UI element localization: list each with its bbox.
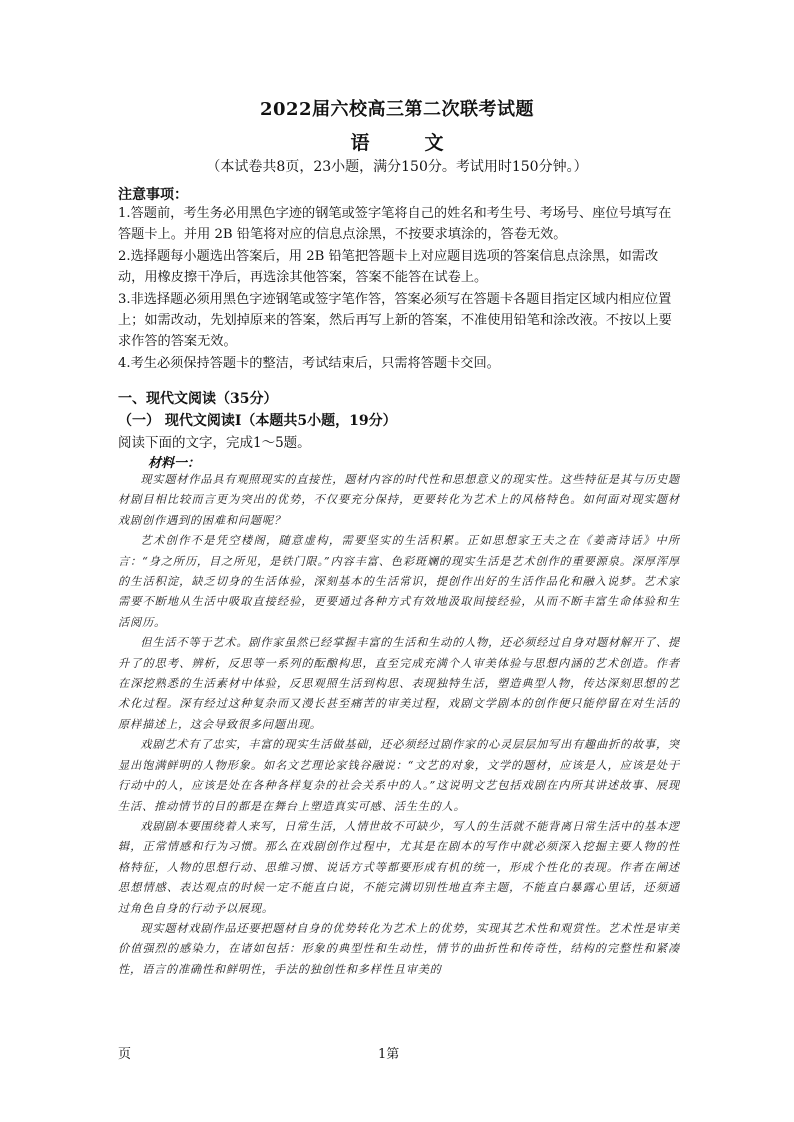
passage-paragraph: 现实题材戏剧作品还要把题材自身的优势转化为艺术上的优势，实现其艺术性和观赏性。艺术性是审美价值强烈的感染力，在诸如包括：形象的典型性和生动性，情节的曲折性和传奇性，结构的完整性和紧凑性，语言的准确性和鲜明性，手法的独创性和多样性且审美的 bbox=[118, 921, 680, 976]
passage-paragraph: 但生活不等于艺术。剧作家虽然已经掌握丰富的生活和生动的人物，还必须经过自身对题材解开了、提升了的思考、辨析，反思等一系列的酝酿构思，直至完成充满个人审美体验与思想内涵的艺术创造。作者在深挖熟悉的生活素材中体验，反思观照生活到构思、表现独特生活，塑造典型人物，传达深刻思想的艺术化过程。深有经过这种复杂而又漫长甚至痛苦的审美过程，戏剧文学剧本的创作便只能停留在对生活的原样描述上，这会导致很多问题出现。 bbox=[118, 636, 680, 731]
passage-paragraph: 艺术创作不是凭空楼阁，随意虚构，需要坚实的生活积累。正如思想家王夫之在《姜斋诗话》中所言：“身之所历，目之所见，是铁门限。”内容丰富、色彩斑斓的现实生活是艺术创作的重要源泉。深厚浑厚的生活积淀，缺乏切身的生活体验，深刻基本的生活常识，提创作出好的生活作品化和融入说梦。艺术家需要不断地从生活中吸取直接经验，更要通过各种方式有效地汲取间接经验，从而不断丰富生命体验和生活阅历。 bbox=[118, 534, 680, 629]
sub-section-title: （一） 现代文阅读Ⅰ（本题共5小题，19分） bbox=[118, 413, 397, 429]
exam-title: 2022届六校高三第二次联考试题 bbox=[259, 99, 535, 120]
reading-instruction: 阅读下面的文字，完成1～5题。 bbox=[118, 435, 311, 451]
exam-meta: （本试卷共8页，23小题，满分150分。考试用时150分钟。） bbox=[206, 159, 588, 175]
notes-heading: 注意事项： bbox=[118, 187, 188, 203]
note-item: 2.选择题每小题选出答案后，用 2B 铅笔把答题卡上对应题目选项的答案信息点涂黑，如需改动，用橡皮擦干净后，再选涂其他答案，答案不能答在试卷上。 bbox=[118, 248, 659, 286]
note-item: 4.考生必须保持答题卡的整洁，考试结束后，只需将答题卡交回。 bbox=[118, 355, 500, 371]
reading-passage bbox=[118, 470, 680, 1010]
subject-heading: 语 文 bbox=[350, 132, 462, 154]
notes-list bbox=[118, 203, 678, 374]
passage-paragraph: 戏剧艺术有了忠实，丰富的现实生活做基础，还必须经过剧作家的心灵层层加写出有趣曲折的故事，突显出饱满鲜明的人物形象。如名文艺理论家钱谷融说：“文艺的对象，文学的题材，应该是人，应该是处于行动中的人，应该是处在各种各样复杂的社会关系中的人。”这说明文艺包括戏剧在内所其讲述故事、展现生活、推动情节的目的都是在舞台上塑造真实可感、活生生的人。 bbox=[118, 738, 680, 813]
note-item: 3.非选择题必须用黑色字迹钢笔或签字笔作答，答案必须写在答题卡各题目指定区域内相应位置上；如需改动，先划掉原来的答案，然后再写上新的答案，不准使用铅笔和涂改液。不按以上要求作答的答案无效。 bbox=[118, 291, 672, 350]
part-title: 一、现代文阅读（35分） bbox=[118, 391, 278, 407]
note-item: 1.答题前，考生务必用黑色字迹的钢笔或签字笔将自己的姓名和考生号、考场号、座位号填写在答题卡上。并用 2B 铅笔将对应的信息点涂黑，不按要求填涂的，答卷无效。 bbox=[118, 206, 672, 243]
material-label: 材料一： bbox=[148, 456, 201, 471]
footer-page-label: 页 bbox=[118, 1047, 132, 1062]
passage-paragraph: 现实题材作品具有观照现实的直接性，题材内容的时代性和思想意义的现实性。这些特征是其与历史题材剧目相比较而言更为突出的优势，不仅要充分保持，更要转化为艺术上的风格特色。如何面对现实题材戏剧创作遇到的困难和问题呢？ bbox=[118, 473, 680, 527]
passage-paragraph: 戏剧剧本要围绕着人来写，日常生活，人情世故不可缺少，写人的生活就不能背离日常生活中的基本逻辑，正常情感和行为习惯。那么在戏剧创作过程中，尤其是在剧本的写作中就必须深入挖掘主要人物的性格特征，人物的思想行动、思维习惯、说话方式等都要形成有机的统一，形成个性化的表现。作者在阐述思想情感、表达观点的时候一定不能直白说，不能完满切别性地直奔主题，不能直白暴露心里话，还须通过角色自身的行动予以展现。 bbox=[118, 819, 680, 915]
footer-page-number: 1第 bbox=[378, 1047, 400, 1062]
